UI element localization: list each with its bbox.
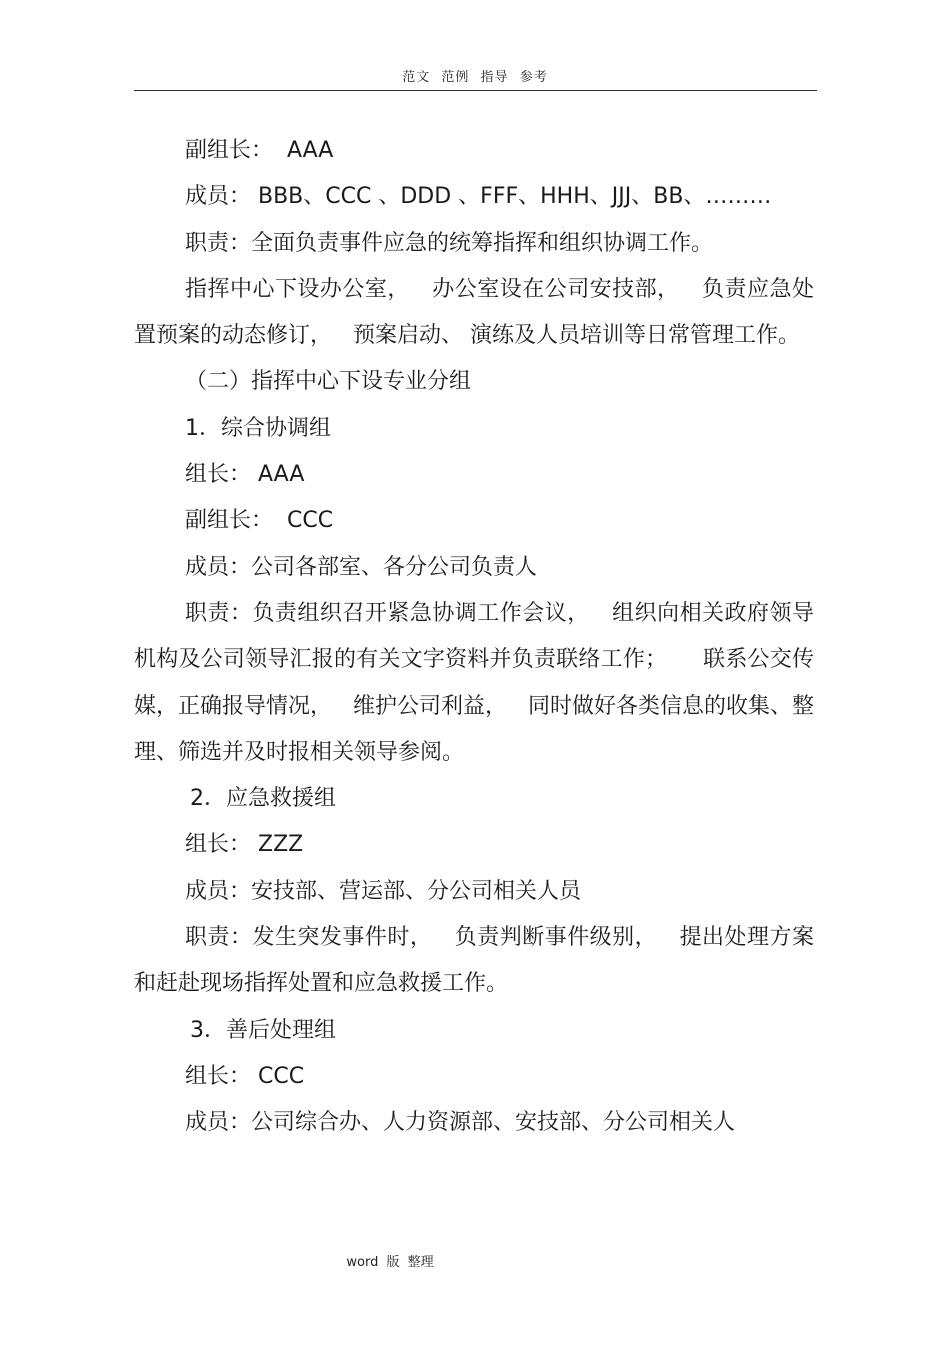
paragraph-deputy-leader: 副组长： AAA xyxy=(185,138,334,163)
paragraph-rescue-leader: 组长： ZZZ xyxy=(185,832,304,858)
subgroup-heading-aftermath: 3．善后处理组 xyxy=(190,1017,336,1043)
header-divider xyxy=(134,90,817,91)
paragraph-coordination-members: 成员：公司各部室、各分公司负责人 xyxy=(185,554,538,580)
page-footer: word 版 整理 xyxy=(346,1255,434,1270)
paragraph-members: 成员： BBB、CCC 、DDD 、FFF、HHH、JJJ、BB、……… xyxy=(185,184,772,210)
paragraph-aftermath-leader: 组长： CCC xyxy=(185,1063,305,1089)
paragraph-coordination-leader: 组长： AAA xyxy=(185,462,305,488)
section-heading-subgroups: （二）指挥中心下设专业分组 xyxy=(185,369,472,395)
paragraph-aftermath-members: 成员：公司综合办、人力资源部、安技部、分公司相关人 xyxy=(185,1110,736,1136)
paragraph-office: 指挥中心下设办公室， 办公室设在公司安技部， 负责应急处置预案的动态修订， 预案启动、 演练及人员培训等日常管理工作。 xyxy=(134,276,814,349)
page-header: 范文 范例 指导 参考 xyxy=(402,70,548,85)
paragraph-rescue-duties: 职责：发生突发事件时， 负责判断事件级别， 提出处理方案和赶赴现场指挥处置和应急救援工作。 xyxy=(134,925,814,997)
paragraph-duties: 职责：全面负责事件应急的统筹指挥和组织协调工作。 xyxy=(185,230,714,256)
paragraph-coordination-deputy: 副组长： CCC xyxy=(185,508,334,534)
document-body xyxy=(134,128,814,1147)
subgroup-heading-coordination: 1．综合协调组 xyxy=(185,415,331,441)
subgroup-heading-rescue: 2．应急救援组 xyxy=(190,786,336,812)
paragraph-rescue-members: 成员：安技部、营运部、分公司相关人员 xyxy=(185,878,582,904)
paragraph-coordination-duties: 职责：负责组织召开紧急协调工作会议， 组织向相关政府领导机构及公司领导汇报的有关文字资料并负责联络工作； 联系公交传媒，正确报导情况， 维护公司利益， 同时做好各类信息的收集、整理、筛选并及时报相关领导参阅。 xyxy=(134,600,814,765)
